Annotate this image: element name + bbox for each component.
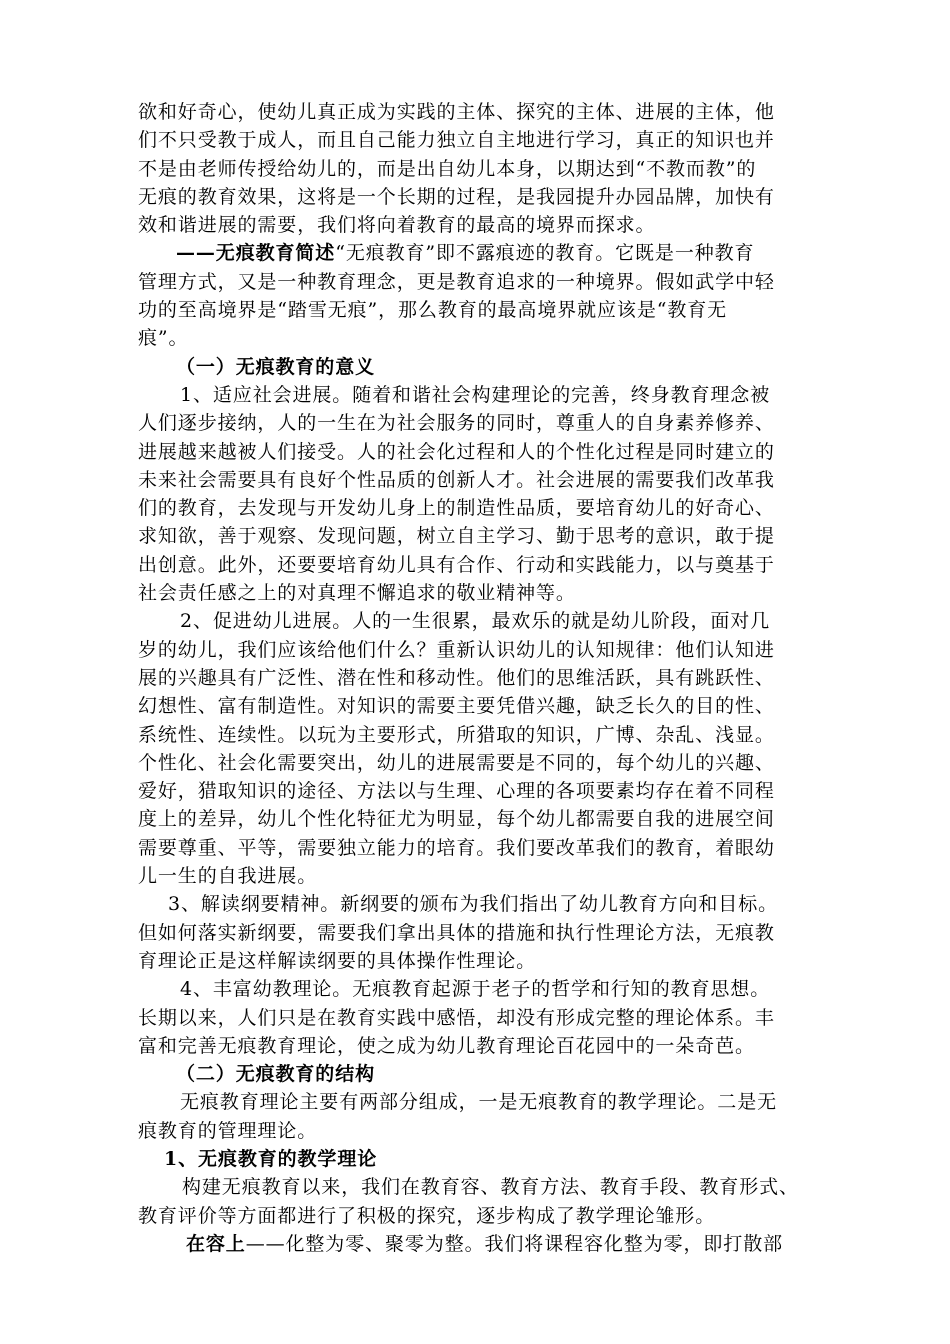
text-line bbox=[138, 98, 860, 126]
text-line bbox=[138, 1230, 860, 1258]
text-line bbox=[138, 155, 860, 183]
line-text: 2、促进幼儿进展。人的一生很累，最欢乐的就是幼儿阶段，面对几 bbox=[180, 610, 771, 633]
line-text: 度上的差异，幼儿个性化特征尤为明显，每个幼儿都需要自我的进展空间 bbox=[138, 808, 775, 831]
line-text: 个性化、社会化需要突出，幼儿的进展需要是不同的，每个幼儿的兴趣、 bbox=[138, 751, 775, 774]
line-text: 欲和好奇心，使幼儿真正成为实践的主体、探究的主体、进展的主体，他 bbox=[138, 101, 775, 123]
line-text: 无痕的教育效果，这将是一个长期的过程，是我园提升办园品牌，加快有 bbox=[138, 185, 775, 208]
bold-heading: （二）无痕教育的结构 bbox=[176, 1063, 376, 1086]
bold-heading: （一）无痕教育的意义 bbox=[176, 355, 376, 378]
text-line bbox=[138, 919, 860, 947]
text-line bbox=[138, 692, 860, 720]
text-line bbox=[138, 1202, 860, 1230]
line-text: 长期以来，人们只是在教育实践中感悟，却没有形成完整的理论体系。丰 bbox=[138, 1006, 775, 1029]
line-text: 进展越来越被人们接受。人的社会化过程和人的个性化过程是同时建立的 bbox=[138, 440, 775, 463]
line-text: 1、适应社会进展。随着和谐社会构建理论的完善，终身教育理念被 bbox=[180, 383, 771, 406]
text-line bbox=[138, 721, 860, 749]
line-text: 出创意。此外，还要要培育幼儿具有合作、行动和实践能力，以与奠基于 bbox=[138, 553, 775, 576]
line-text: 痕教育的管理理论。 bbox=[138, 1119, 318, 1142]
text-line bbox=[138, 749, 860, 777]
text-line bbox=[138, 636, 860, 664]
line-text: 功的至高境界是“踏雪无痕”，那么教育的最高境界就应该是“教育无 bbox=[138, 299, 728, 322]
text-line bbox=[138, 381, 860, 409]
text-line bbox=[138, 862, 860, 890]
line-text: 痕”。 bbox=[138, 327, 189, 350]
text-line bbox=[138, 438, 860, 466]
line-text: 育理论正是这样解读纲要的具体操作性理论。 bbox=[138, 949, 537, 972]
text-line bbox=[138, 239, 860, 267]
line-text: 3、解读纲要精神。新纲要的颁布为我们指出了幼儿教育方向和目标。 bbox=[168, 893, 778, 916]
line-text: 未来社会需要具有良好个性品质的创新人才。社会进展的需要我们改革我 bbox=[138, 468, 775, 491]
line-text: 不是由老师传授给幼儿的，而是出自幼儿本身，以期达到“不教而教”的 bbox=[138, 157, 757, 180]
line-text: ——化整为零、聚零为整。我们将课程容化整为零，即打散部 bbox=[245, 1232, 784, 1255]
text-line bbox=[138, 126, 860, 154]
bold-heading: ——无痕教育简述 bbox=[176, 242, 336, 265]
text-line bbox=[138, 211, 860, 239]
line-text: 人们逐步接纳，人的一生在为社会服务的同时，尊重人的自身素养修养、 bbox=[138, 412, 775, 435]
bold-heading: 1、无痕教育的教学理论 bbox=[164, 1147, 378, 1170]
text-line bbox=[138, 296, 860, 324]
text-line bbox=[138, 1145, 860, 1173]
document-body bbox=[138, 98, 860, 1258]
line-text: 们不只受教于成人，而且自己能力独立自主地进行学习，真正的知识也并 bbox=[138, 129, 775, 152]
text-line bbox=[138, 834, 860, 862]
line-text: 教育评价等方面都进行了积极的探究，逐步构成了教学理论雏形。 bbox=[138, 1204, 716, 1227]
text-line bbox=[138, 353, 860, 381]
line-text: 需要尊重、平等，需要独立能力的培育。我们要改革我们的教育，着眼幼 bbox=[138, 836, 775, 859]
text-line bbox=[138, 607, 860, 635]
line-text: 管理方式，又是一种教育理念，更是教育追求的一种境界。假如武学中轻 bbox=[138, 270, 775, 293]
line-text: 展的兴趣具有广泛性、潜在性和移动性。他们的思维活跃，具有跳跃性、 bbox=[138, 666, 775, 689]
text-line bbox=[138, 664, 860, 692]
line-text: 无痕教育理论主要有两部分组成，一是无痕教育的教学理论。二是无 bbox=[180, 1091, 778, 1114]
line-text: 求知欲，善于观察、发现问题，树立自主学习、勤于思考的意识，敢于提 bbox=[138, 525, 775, 548]
text-line bbox=[138, 947, 860, 975]
line-text: 社会责任感之上的对真理不懈追求的敬业精神等。 bbox=[138, 582, 576, 605]
bold-heading: 在容上 bbox=[186, 1232, 246, 1255]
text-line bbox=[138, 268, 860, 296]
line-text: 富和完善无痕教育理论，使之成为幼儿教育理论百花园中的一朵奇芭。 bbox=[138, 1034, 755, 1057]
text-line bbox=[138, 1117, 860, 1145]
text-line bbox=[138, 890, 860, 918]
line-text: 幻想性、富有制造性。对知识的需要主要凭借兴趣，缺乏长久的目的性、 bbox=[138, 695, 775, 718]
text-line bbox=[138, 324, 860, 352]
line-text: 儿一生的自我进展。 bbox=[138, 865, 318, 888]
text-line bbox=[138, 579, 860, 607]
text-line bbox=[138, 805, 860, 833]
text-line bbox=[138, 551, 860, 579]
text-line bbox=[138, 494, 860, 522]
text-line bbox=[138, 777, 860, 805]
line-text: 系统性、连续性。以玩为主要形式，所猎取的知识，广博、杂乱、浅显。 bbox=[138, 723, 775, 746]
text-line bbox=[138, 409, 860, 437]
text-line bbox=[138, 975, 860, 1003]
text-line bbox=[138, 183, 860, 211]
line-text: 4、丰富幼教理论。无痕教育起源于老子的哲学和行知的教育思想。 bbox=[180, 978, 771, 1001]
line-text: 们的教育，去发现与开发幼儿身上的制造性品质，要培育幼儿的好奇心、 bbox=[138, 497, 775, 520]
text-line bbox=[138, 1032, 860, 1060]
line-text: 构建无痕教育以来，我们在教育容、教育方法、教育手段、教育形式、 bbox=[182, 1176, 799, 1199]
line-text: “无痕教育”即不露痕迹的教育。它既是一种教育 bbox=[335, 242, 755, 265]
text-line bbox=[138, 1173, 860, 1201]
text-line bbox=[138, 466, 860, 494]
line-text: 爱好，猎取知识的途径、方法以与生理、心理的各项要素均存在着不同程 bbox=[138, 780, 775, 803]
line-text: 岁的幼儿，我们应该给他们什么？重新认识幼儿的认知规律：他们认知进 bbox=[138, 638, 775, 661]
text-line bbox=[138, 1060, 860, 1088]
text-line bbox=[138, 522, 860, 550]
text-line bbox=[138, 1088, 860, 1116]
line-text: 效和谐进展的需要，我们将向着教育的最高的境界而探求。 bbox=[138, 214, 656, 237]
line-text: 但如何落实新纲要，需要我们拿出具体的措施和执行性理论方法，无痕教 bbox=[138, 921, 775, 944]
text-line bbox=[138, 1004, 860, 1032]
